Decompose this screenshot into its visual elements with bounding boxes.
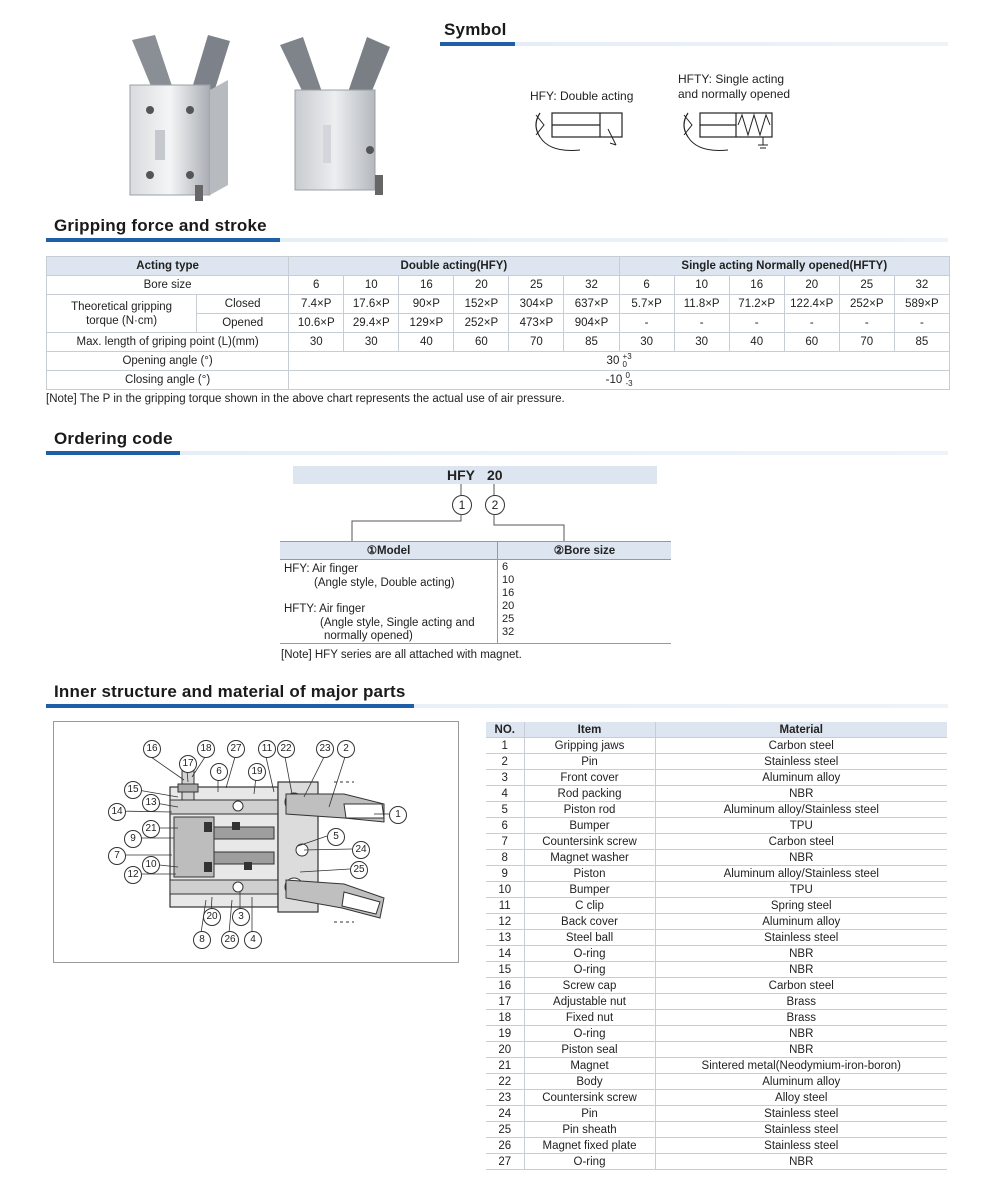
max-length-cell: 30 (344, 333, 399, 352)
callout: 20 (203, 908, 221, 926)
table-row (486, 770, 947, 786)
callout: 14 (108, 803, 126, 821)
table-row (486, 994, 947, 1010)
table-row (486, 1138, 947, 1154)
callout: 18 (197, 740, 215, 758)
bore-cell: 6 (289, 276, 344, 295)
section-title-inner: Inner structure and material of major parts (54, 682, 406, 701)
materials-cell-material: Stainless steel (655, 1106, 947, 1122)
opening-tol-lower: 0 (622, 360, 627, 369)
table-row (486, 962, 947, 978)
closed-cell: 71.2×P (729, 295, 784, 314)
materials-cell-item: Countersink screw (524, 1090, 655, 1106)
materials-cell-no: 27 (486, 1154, 524, 1170)
materials-cell-item: C clip (524, 898, 655, 914)
opened-cell: 129×P (399, 314, 454, 333)
table-row (486, 866, 947, 882)
table-row (486, 738, 947, 754)
row-label-opened: Opened (197, 314, 289, 333)
symbol-hfty-label-1: HFTY: Single acting (678, 72, 785, 86)
order-model-header: ①Model (366, 545, 411, 557)
section-bar-inner (46, 704, 948, 708)
table-row (486, 850, 947, 866)
order-bore-item: 6 (502, 561, 509, 573)
closed-cell: 7.4×P (289, 295, 344, 314)
opening-tol-upper: +3 (622, 352, 632, 361)
section-title-ordering: Ordering code (54, 429, 173, 448)
order-hfty-line-1: HFTY: Air finger (284, 603, 366, 615)
callout: 13 (142, 794, 160, 812)
callout: 11 (258, 740, 276, 758)
order-marker-2: 2 (485, 495, 505, 515)
bore-cell: 25 (509, 276, 564, 295)
closed-cell: 589×P (894, 295, 949, 314)
callout: 7 (108, 847, 126, 865)
bore-cell: 20 (454, 276, 509, 295)
opened-cell: - (674, 314, 729, 333)
table-row (486, 1106, 947, 1122)
max-length-cell: 30 (674, 333, 729, 352)
callout: 25 (350, 861, 368, 879)
max-length-cell: 85 (564, 333, 619, 352)
callout: 9 (124, 830, 142, 848)
opened-cell: 252×P (454, 314, 509, 333)
materials-cell-item: Fixed nut (524, 1010, 655, 1026)
closed-cell: 637×P (564, 295, 619, 314)
table-row (486, 1090, 947, 1106)
materials-cell-item: Piston seal (524, 1042, 655, 1058)
row-label-torque (47, 295, 197, 333)
callout: 2 (337, 740, 355, 758)
max-length-cell: 85 (894, 333, 949, 352)
section-title-symbol: Symbol (444, 20, 507, 39)
opening-value: 30 (606, 355, 620, 368)
order-hfy-line-1: HFY: Air finger (284, 563, 359, 575)
opened-cell: - (729, 314, 784, 333)
materials-cell-no: 5 (486, 802, 524, 818)
closed-cell: 90×P (399, 295, 454, 314)
materials-cell-item: Gripping jaws (524, 738, 655, 754)
opened-cell: 904×P (564, 314, 619, 333)
materials-cell-material: Stainless steel (655, 754, 947, 770)
header-single-acting: Single acting Normally opened(HFTY) (619, 257, 949, 276)
materials-cell-no: 3 (486, 770, 524, 786)
table-row (486, 1026, 947, 1042)
materials-cell-no: 21 (486, 1058, 524, 1074)
bore-cell: 10 (674, 276, 729, 295)
materials-cell-material: Brass (655, 994, 947, 1010)
bore-cell: 10 (344, 276, 399, 295)
materials-cell-no: 4 (486, 786, 524, 802)
materials-cell-item: Back cover (524, 914, 655, 930)
section-bar-symbol (440, 42, 948, 46)
gripping-spec-table (46, 256, 950, 390)
closing-angle-value (289, 371, 950, 390)
materials-cell-item: O-ring (524, 962, 655, 978)
table-row (486, 914, 947, 930)
materials-cell-item: Magnet washer (524, 850, 655, 866)
opened-cell: 473×P (509, 314, 564, 333)
torque-label-line-2: torque (N·cm) (86, 314, 158, 327)
materials-header-item: Item (524, 722, 655, 738)
materials-cell-material: NBR (655, 1154, 947, 1170)
materials-cell-no: 25 (486, 1122, 524, 1138)
materials-cell-no: 13 (486, 930, 524, 946)
section-title-gripping: Gripping force and stroke (54, 216, 267, 235)
callout: 1 (389, 806, 407, 824)
materials-cell-material: Carbon steel (655, 978, 947, 994)
materials-cell-no: 2 (486, 754, 524, 770)
symbol-hfy-label: HFY: Double acting (530, 89, 634, 103)
inner-structure-diagram (53, 721, 459, 963)
materials-cell-item: Pin (524, 754, 655, 770)
max-length-cell: 70 (839, 333, 894, 352)
materials-cell-material: TPU (655, 818, 947, 834)
materials-cell-material: Aluminum alloy (655, 770, 947, 786)
order-bore-item: 20 (502, 600, 515, 612)
closed-cell: 122.4×P (784, 295, 839, 314)
bore-cell: 6 (619, 276, 674, 295)
materials-cell-item: Screw cap (524, 978, 655, 994)
header-acting-type: Acting type (47, 257, 289, 276)
materials-cell-no: 11 (486, 898, 524, 914)
callout: 24 (352, 841, 370, 859)
table-row (486, 946, 947, 962)
materials-cell-item: Bumper (524, 818, 655, 834)
callout: 4 (244, 931, 262, 949)
table-row (486, 754, 947, 770)
materials-cell-item: Front cover (524, 770, 655, 786)
product-photo-front (120, 35, 240, 210)
materials-cell-item: Pin (524, 1106, 655, 1122)
opened-cell: - (894, 314, 949, 333)
table-row (486, 802, 947, 818)
order-bore-header: ②Bore size (553, 545, 616, 557)
materials-cell-no: 14 (486, 946, 524, 962)
materials-cell-no: 8 (486, 850, 524, 866)
materials-cell-item: O-ring (524, 1026, 655, 1042)
closing-tol-lower: -3 (625, 379, 633, 388)
materials-cell-no: 6 (486, 818, 524, 834)
bore-cell: 20 (784, 276, 839, 295)
max-length-cell: 60 (784, 333, 839, 352)
bore-cell: 16 (399, 276, 454, 295)
order-table (280, 541, 671, 644)
materials-cell-no: 10 (486, 882, 524, 898)
materials-cell-material: Stainless steel (655, 930, 947, 946)
bore-cell: 32 (564, 276, 619, 295)
callout: 27 (227, 740, 245, 758)
materials-cell-material: Stainless steel (655, 1138, 947, 1154)
table-row (486, 1074, 947, 1090)
table-row (486, 1042, 947, 1058)
materials-cell-material: Carbon steel (655, 834, 947, 850)
materials-cell-item: Steel ball (524, 930, 655, 946)
order-hfty-line-3: normally opened) (324, 630, 413, 642)
row-label-max-length: Max. length of griping point (L)(mm) (47, 333, 289, 352)
order-bore-item: 25 (502, 613, 515, 625)
callout: 6 (210, 763, 228, 781)
callout: 12 (124, 866, 142, 884)
materials-cell-material: Aluminum alloy/Stainless steel (655, 866, 947, 882)
table-row (486, 1122, 947, 1138)
closing-tol-upper: 0 (625, 371, 630, 380)
materials-cell-item: Adjustable nut (524, 994, 655, 1010)
bore-cell: 32 (894, 276, 949, 295)
max-length-cell: 40 (399, 333, 454, 352)
order-code-model: HFY (447, 467, 475, 483)
materials-cell-material: NBR (655, 946, 947, 962)
opened-cell: 29.4×P (344, 314, 399, 333)
materials-cell-item: Piston (524, 866, 655, 882)
order-bore-item: 16 (502, 587, 515, 599)
callout: 21 (142, 820, 160, 838)
opened-cell: - (619, 314, 674, 333)
materials-cell-material: Aluminum alloy (655, 1074, 947, 1090)
order-bore-item: 32 (502, 626, 515, 638)
materials-cell-item: Magnet (524, 1058, 655, 1074)
order-code-bore: 20 (487, 467, 503, 483)
symbol-hfty-label-2: and normally opened (678, 87, 791, 101)
materials-table (486, 722, 947, 1170)
callout: 15 (124, 781, 142, 799)
materials-cell-material: NBR (655, 850, 947, 866)
opening-angle-value (289, 352, 950, 371)
materials-cell-material: Carbon steel (655, 738, 947, 754)
materials-cell-no: 1 (486, 738, 524, 754)
table-row (486, 1010, 947, 1026)
opened-cell: - (839, 314, 894, 333)
closed-cell: 304×P (509, 295, 564, 314)
materials-cell-item: Piston rod (524, 802, 655, 818)
materials-cell-no: 22 (486, 1074, 524, 1090)
torque-label-line-1: Theoretical gripping (71, 300, 173, 313)
closed-cell: 11.8×P (674, 295, 729, 314)
table-row (486, 882, 947, 898)
table-row (486, 834, 947, 850)
order-hfy-line-2: (Angle style, Double acting) (314, 577, 455, 589)
materials-cell-no: 9 (486, 866, 524, 882)
materials-header-no: NO. (486, 722, 524, 738)
materials-cell-no: 19 (486, 1026, 524, 1042)
materials-cell-no: 16 (486, 978, 524, 994)
header-double-acting: Double acting(HFY) (289, 257, 619, 276)
max-length-cell: 70 (509, 333, 564, 352)
materials-cell-item: O-ring (524, 946, 655, 962)
opened-cell: - (784, 314, 839, 333)
materials-cell-material: Sintered metal(Neodymium-iron-boron) (655, 1058, 947, 1074)
closed-cell: 17.6×P (344, 295, 399, 314)
materials-cell-material: NBR (655, 1042, 947, 1058)
table-row (486, 930, 947, 946)
order-bore-item: 10 (502, 574, 515, 586)
materials-cell-material: Aluminum alloy/Stainless steel (655, 802, 947, 818)
materials-cell-item: O-ring (524, 1154, 655, 1170)
callout: 16 (143, 740, 161, 758)
order-marker-1: 1 (452, 495, 472, 515)
materials-cell-no: 7 (486, 834, 524, 850)
materials-cell-no: 24 (486, 1106, 524, 1122)
row-label-bore-size: Bore size (47, 276, 289, 295)
table-row (486, 898, 947, 914)
materials-cell-material: Aluminum alloy (655, 914, 947, 930)
order-code-banner (293, 466, 657, 484)
closed-cell: 5.7×P (619, 295, 674, 314)
materials-cell-no: 23 (486, 1090, 524, 1106)
materials-cell-material: Spring steel (655, 898, 947, 914)
materials-cell-material: Stainless steel (655, 1122, 947, 1138)
materials-cell-item: Bumper (524, 882, 655, 898)
materials-header-material: Material (655, 722, 947, 738)
materials-cell-material: Alloy steel (655, 1090, 947, 1106)
ordering-note: [Note] HFY series are all attached with magnet. (281, 649, 522, 661)
materials-cell-no: 18 (486, 1010, 524, 1026)
product-photo-side (275, 35, 395, 210)
table-row (486, 978, 947, 994)
table-row (486, 818, 947, 834)
materials-cell-no: 20 (486, 1042, 524, 1058)
row-label-closed: Closed (197, 295, 289, 314)
max-length-cell: 30 (289, 333, 344, 352)
opened-cell: 10.6×P (289, 314, 344, 333)
closing-value: -10 (605, 374, 623, 387)
materials-cell-material: TPU (655, 882, 947, 898)
materials-cell-no: 17 (486, 994, 524, 1010)
section-bar-gripping (46, 238, 948, 242)
callout: 19 (248, 763, 266, 781)
callout: 8 (193, 931, 211, 949)
table-row (486, 1154, 947, 1170)
callout: 23 (316, 740, 334, 758)
materials-cell-material: NBR (655, 962, 947, 978)
materials-cell-no: 15 (486, 962, 524, 978)
materials-cell-material: Brass (655, 1010, 947, 1026)
table-row (486, 1058, 947, 1074)
callout: 10 (142, 856, 160, 874)
symbol-hfty-diagram (678, 105, 778, 160)
callout: 5 (327, 828, 345, 846)
bore-cell: 16 (729, 276, 784, 295)
max-length-cell: 30 (619, 333, 674, 352)
order-hfty-line-2: (Angle style, Single acting and (320, 617, 475, 629)
materials-cell-item: Pin sheath (524, 1122, 655, 1138)
bore-cell: 25 (839, 276, 894, 295)
materials-cell-no: 12 (486, 914, 524, 930)
max-length-cell: 60 (454, 333, 509, 352)
symbol-hfy-diagram (530, 105, 630, 160)
gripping-note: [Note] The P in the gripping torque shown in the above chart represents the actual use of air pressure. (46, 393, 565, 405)
materials-cell-material: NBR (655, 1026, 947, 1042)
callout: 26 (221, 931, 239, 949)
order-connector-lines (340, 483, 580, 543)
callout: 3 (232, 908, 250, 926)
materials-cell-item: Rod packing (524, 786, 655, 802)
closed-cell: 252×P (839, 295, 894, 314)
materials-cell-item: Body (524, 1074, 655, 1090)
table-row (486, 786, 947, 802)
callout: 17 (179, 755, 197, 773)
row-label-closing-angle: Closing angle (°) (47, 371, 289, 390)
materials-cell-no: 26 (486, 1138, 524, 1154)
materials-cell-material: NBR (655, 786, 947, 802)
callout: 22 (277, 740, 295, 758)
row-label-opening-angle: Opening angle (°) (47, 352, 289, 371)
closed-cell: 152×P (454, 295, 509, 314)
materials-cell-item: Countersink screw (524, 834, 655, 850)
max-length-cell: 40 (729, 333, 784, 352)
section-bar-ordering (46, 451, 948, 455)
materials-cell-item: Magnet fixed plate (524, 1138, 655, 1154)
